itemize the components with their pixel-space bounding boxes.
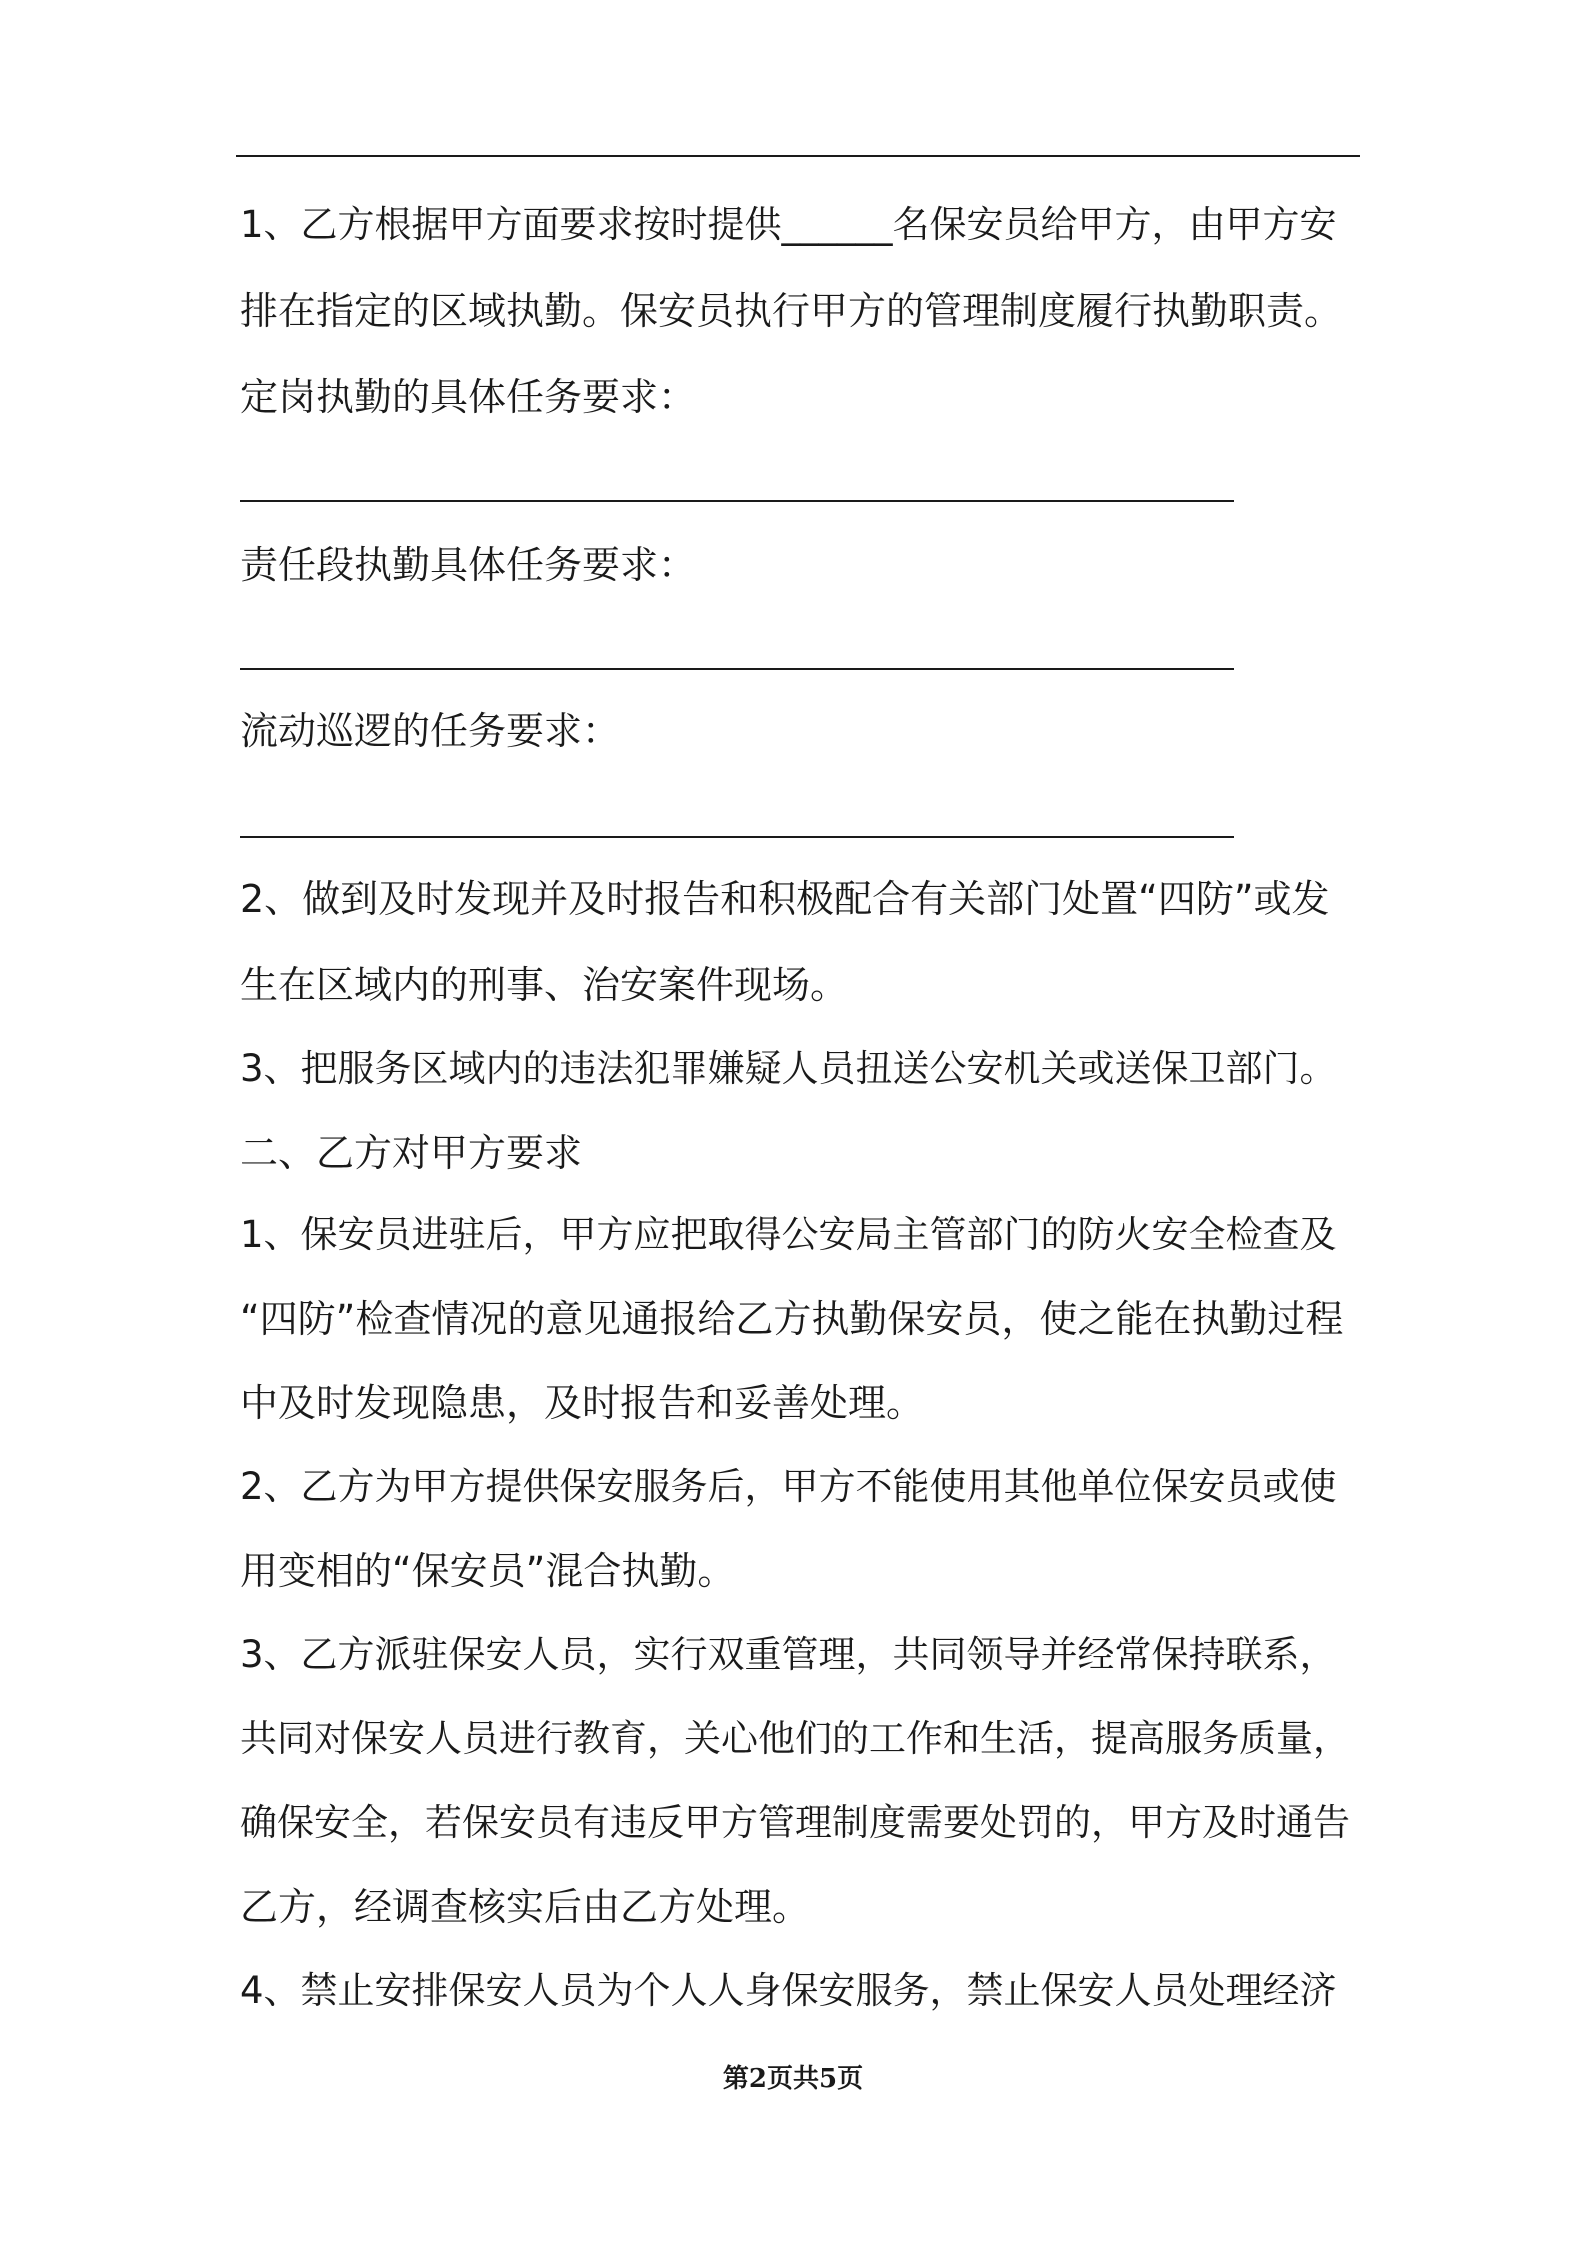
- page-number: 第2页共5页: [722, 2064, 864, 2094]
- text-line: 用变相的“保安员”混合执勤。: [240, 1549, 736, 1593]
- blank-fill-line: [240, 668, 1234, 670]
- text-line: 4、禁止安排保安人员为个人人身保安服务，禁止保安人员处理经济: [240, 1969, 1337, 2012]
- text-line: 2、乙方为甲方提供保安服务后，甲方不能使用其他单位保安员或使: [240, 1465, 1337, 1508]
- text-line: 定岗执勤的具体任务要求：: [240, 375, 697, 419]
- header-rule: [236, 155, 1360, 157]
- blank-fill-line: [240, 836, 1234, 838]
- text-line: 1、保安员进驻后，甲方应把取得公安局主管部门的防火安全检查及: [240, 1213, 1337, 1256]
- blank-fill-line: [240, 500, 1234, 502]
- text-line: “四防”检查情况的意见通报给乙方执勤保安员，使之能在执勤过程: [240, 1297, 1344, 1341]
- text-line: 中及时发现隐患，及时报告和妥善处理。: [240, 1381, 925, 1425]
- text-line: 1、乙方根据甲方面要求按时提供______名保安员给甲方，由甲方安: [240, 203, 1337, 246]
- text-line: 生在区域内的刑事、治安案件现场。: [240, 963, 849, 1007]
- text-line: 确保安全，若保安员有违反甲方管理制度需要处罚的，甲方及时通告: [240, 1801, 1350, 1844]
- text-line: 2、做到及时发现并及时报告和积极配合有关部门处置“四防”或发: [240, 877, 1330, 921]
- text-line: 3、把服务区域内的违法犯罪嫌疑人员扭送公安机关或送保卫部门。: [240, 1047, 1337, 1090]
- text-line: 排在指定的区域执勤。保安员执行甲方的管理制度履行执勤职责。: [240, 289, 1343, 333]
- text-line: 责任段执勤具体任务要求：: [240, 543, 697, 587]
- text-line: 乙方，经调查核实后由乙方处理。: [240, 1885, 811, 1929]
- section-heading: 二、乙方对甲方要求: [240, 1131, 583, 1175]
- text-line: 共同对保安人员进行教育，关心他们的工作和生活，提高服务质量，: [240, 1717, 1350, 1760]
- text-line: 3、乙方派驻保安人员，实行双重管理，共同领导并经常保持联系，: [240, 1633, 1337, 1676]
- text-line: 流动巡逻的任务要求：: [240, 709, 621, 753]
